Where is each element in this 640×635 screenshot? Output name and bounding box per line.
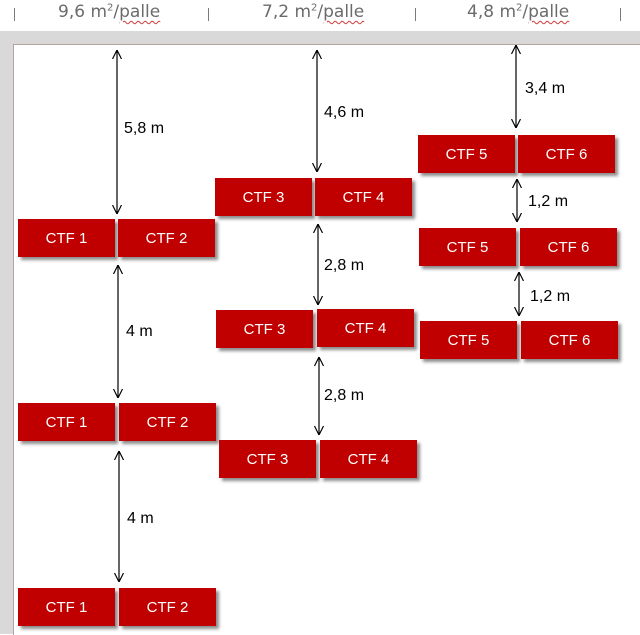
- pallet-ctf3: CTF 3: [215, 178, 312, 216]
- pallet-ctf4: CTF 4: [317, 309, 414, 347]
- column-label-3: 4,8 $m^2$/palle: [467, 2, 570, 22]
- pallet-ctf2: CTF 2: [119, 403, 216, 441]
- distance-label: 4,6 m: [324, 104, 365, 121]
- distance-label: 4 m: [126, 323, 153, 340]
- distance-label: 1,2 m: [530, 288, 571, 305]
- distance-label: 2,8 m: [324, 387, 365, 404]
- pallet-ctf4: CTF 4: [315, 178, 412, 216]
- pallet-ctf1: CTF 1: [18, 588, 115, 626]
- pallet-ctf4: CTF 4: [320, 440, 417, 478]
- pallet-ctf1: CTF 1: [18, 403, 115, 441]
- pallet-ctf5: CTF 5: [420, 321, 517, 359]
- pallet-ctf1: CTF 1: [18, 219, 115, 257]
- pallet-ctf5: CTF 5: [419, 228, 516, 266]
- pallet-ctf3: CTF 3: [216, 310, 313, 348]
- distance-label: 5,8 m: [124, 120, 165, 137]
- pallet-ctf3: CTF 3: [219, 440, 316, 478]
- distance-label: 3,4 m: [525, 80, 566, 97]
- column-label-2: 7,2 $m^2$/palle: [262, 2, 365, 22]
- pallet-ctf6: CTF 6: [518, 135, 615, 173]
- distance-label: 1,2 m: [528, 193, 569, 210]
- distance-label: 2,8 m: [324, 257, 365, 274]
- distance-label: 4 m: [127, 510, 154, 527]
- pallet-ctf6: CTF 6: [521, 321, 618, 359]
- pallet-ctf6: CTF 6: [520, 228, 617, 266]
- pallet-ctf5: CTF 5: [418, 135, 515, 173]
- pallet-ctf2: CTF 2: [118, 219, 215, 257]
- column-label-1: 9,6 $m^2$/palle: [58, 2, 161, 22]
- pallet-ctf2: CTF 2: [119, 588, 216, 626]
